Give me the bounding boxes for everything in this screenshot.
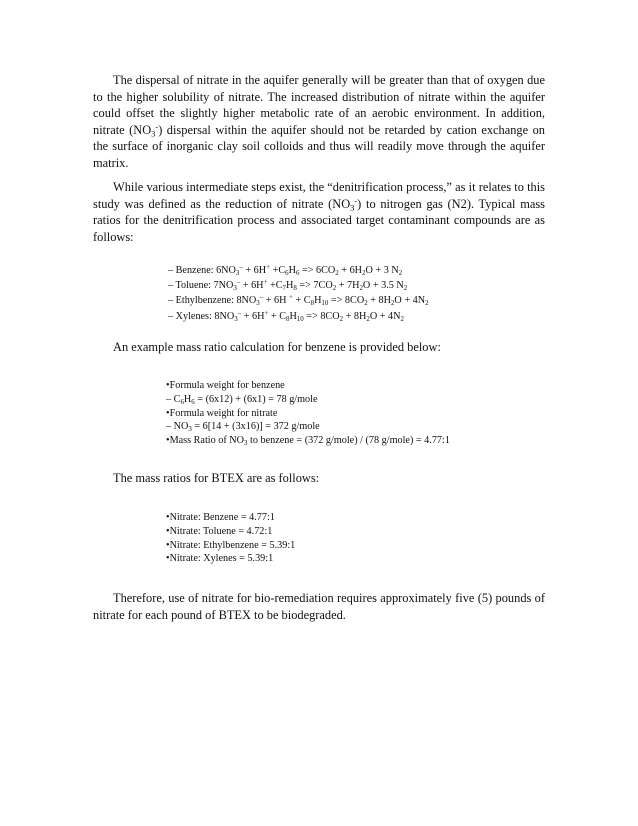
subscript: 3 (350, 202, 355, 213)
equation-benzene: – Benzene: $6NO_3^- + 6H^+ +C_6H_6 => 6CO_2 + 6H_2O + 3$ $N_2$ (168, 264, 403, 278)
equation-list (168, 263, 429, 324)
ratio-list (166, 511, 295, 566)
ratio-item: •Nitrate: Toluene = 4.72:1 (166, 525, 273, 537)
ratio-item: •Nitrate: Benzene = 4.77:1 (166, 512, 275, 523)
equation-xylenes: – Xylenes: $8NO_3^- + 6H^+ + C_8H_{10} => 8CO_2 + 8H_2O + 4N_2$ (168, 309, 404, 323)
subscript: 3 (151, 128, 156, 139)
paragraph-nitrate-dispersal (93, 72, 545, 172)
btex-intro: The mass ratios for BTEX are as follows: (113, 471, 320, 485)
calc-line: •Formula weight for nitrate (166, 407, 278, 419)
ratio-item: •Nitrate: Ethylbenzene = 5.39:1 (166, 539, 296, 551)
calc-line: •Mass Ratio of $NO_3$ to benzene = (372 g/mole) / (78 g/mole) = 4.77:1 (166, 435, 450, 448)
example-intro: An example mass ratio calculation for benzene is provided below: (113, 340, 441, 354)
paragraph-text: The dispersal of nitrate in the aquifer generally will be greater than that of oxygen due to the higher solubility of nitrate. The increased distribution of nitrate within the aquifer could offset the slightly higher metabolic rate of an aerobic environment. In addition, nitrate (NO (93, 73, 545, 137)
calc-line: – $C_6H_6 = (6x12) + (6x1) = 78$ g/mole (166, 393, 318, 406)
superscript: - (155, 121, 159, 132)
calc-line: •Formula weight for benzene (166, 380, 285, 391)
calculation-list (166, 379, 450, 448)
paragraph-text: ) to nitrogen gas (N2). Typical mass ratios for the denitrification process and associated target contaminant compounds are as follows: (93, 196, 545, 244)
paragraph-text: While various intermediate steps exist, the “denitrification process,” as it relates to this study was defined as the reduction of nitrate (NO (93, 180, 545, 211)
paragraph-denitrification (93, 179, 545, 245)
calc-line: – $NO_3 = 6[14 + (3x16)] = 372$ g/mole (166, 421, 320, 434)
paragraph-text: ) dispersal within the aquifer should not be retarded by cation exchange on the surface of inorganic clay soil colloids and thus will readily move through the aquifer matrix. (93, 122, 545, 170)
equation-ethylbenzene: – Ethylbenzene: $8NO_3^- + 6H$ $^+ + C_8H_{10} => 8CO_2 + 8H_2O + 4N_2$ (168, 294, 429, 308)
superscript: - (354, 194, 358, 205)
ratio-item: •Nitrate: Xylenes = 5.39:1 (166, 553, 274, 565)
paragraph-conclusion: Therefore, use of nitrate for bio-remediation requires approximately five (5) pounds of nitrate for each pound of BTEX to be biodegraded. (93, 591, 545, 622)
equation-toluene: – Toluene: $7NO_3^- + 6H^+ +C_7H_8 => 7CO_2 + 7H_2O + 3.5$ $N_2$ (168, 279, 408, 293)
